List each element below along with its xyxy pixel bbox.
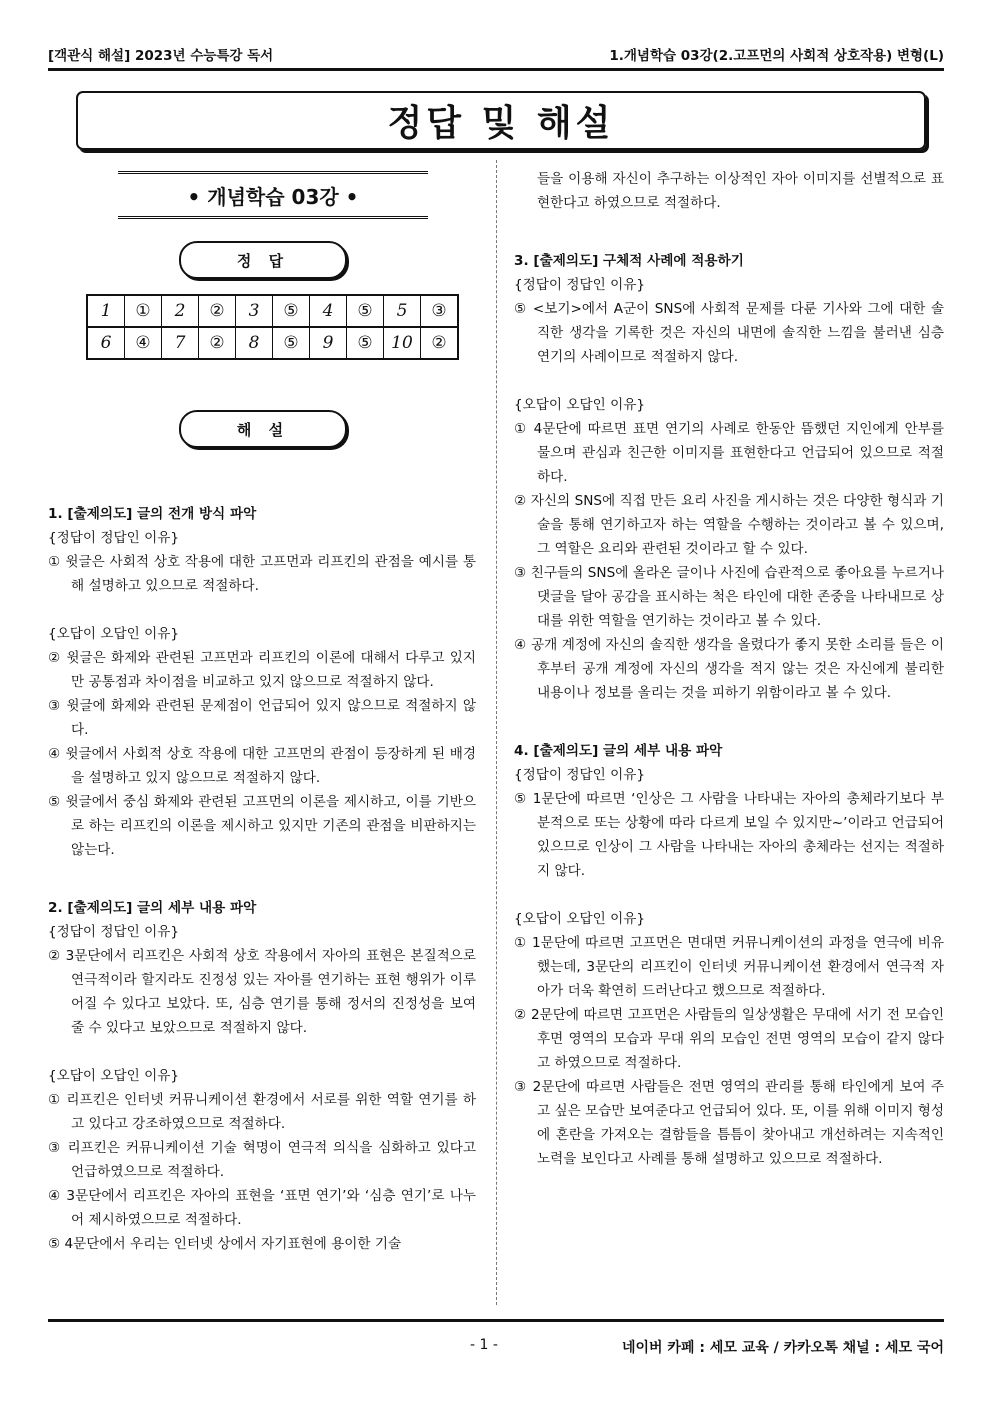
footer-rule [48, 1319, 944, 1322]
question-number: 3 [236, 295, 273, 327]
answer-value: ① [125, 295, 162, 327]
q3-title: 3. [출제의도] 구체적 사례에 적용하기 [514, 253, 744, 269]
q4-correct: ⑤ 1문단에 따르면 ‘인상은 그 사람을 나타내는 자아의 총체라기보다 부분적으로 또는 상황에 따라 다르게 보일 수 있지만~’이라고 언급되어 있으므로 인상이 그 사람을 나타내는 자아의 총체라는 선지는 적절하지 않다. [514, 791, 944, 879]
explain-label: 해 설 [179, 410, 347, 448]
answer-row-1 [87, 295, 458, 327]
header-left: [객관식 해설] 2023년 수능특강 독서 [48, 48, 274, 64]
q1-title: 1. [출제의도] 글의 전개 방식 파악 [48, 506, 257, 522]
question-number: 5 [384, 295, 421, 327]
header-right: 1.개념학습 03강(2.고프먼의 사회적 상호작용) 변형(L) [609, 48, 944, 64]
q4-wrong-item: ② 2문단에 따르면 고프먼은 사람들의 일상생활은 무대에 서기 전 모습인 후면 영역의 모습과 무대 위의 모습인 전면 영역의 모습이 같지 않다고 하였으므로 적절하다. [514, 1007, 944, 1071]
q3-wrong-item: ② 자신의 SNS에 직접 만든 요리 사진을 게시하는 것은 다양한 형식과 기술을 통해 연기하고자 하는 역할을 수행하는 것이라고 볼 수 있으며, 그 역할은 요리와 관련된 것이라고 할 수 있다. [514, 493, 944, 557]
lesson-heading: • 개념학습 03강 • [118, 171, 428, 219]
answer-value: ⑤ [347, 327, 384, 359]
answer-value: ⑤ [273, 295, 310, 327]
right-column [514, 167, 944, 1171]
answer-value: ② [199, 327, 236, 359]
answer-value: ③ [421, 295, 459, 327]
answer-label: 정 답 [179, 241, 347, 279]
q2-correct: ② 3문단에서 리프킨은 사회적 상호 작용에서 자아의 표현은 본질적으로 연극적이라 할지라도 진정성 있는 자아를 연기하는 표현 행위가 이루어질 수 있다고 보았다. 또, 심층 연기를 통해 정서의 진정성을 보여줄 수 있다고 보았으므로 적절하지 않다. [48, 948, 476, 1036]
column-divider [496, 160, 498, 1305]
page-header [48, 44, 944, 68]
answer-table [86, 294, 459, 360]
footer-credit: 네이버 카페 : 세모 교육 / 카카오톡 채널 : 세모 국어 [621, 1340, 944, 1356]
answer-value: ④ [125, 327, 162, 359]
question-number: 6 [87, 327, 125, 359]
answer-value: ② [199, 295, 236, 327]
q1-wrong-item: ② 윗글은 화제와 관련된 고프먼과 리프킨의 이론에 대해서 다루고 있지만 공통점과 차이점을 비교하고 있지 않으므로 적절하지 않다. [48, 650, 476, 690]
q4-wrong-item: ③ 2문단에 따르면 사람들은 전면 영역의 관리를 통해 타인에게 보여 주고 싶은 모습만 보여준다고 언급되어 있다. 또, 이를 위해 이미지 형성에 혼란을 가져오는 결함들을 틈틈이 찾아내고 개선하려는 지속적인 노력을 보인다고 사례를 통해 설명하고 있으므로 적절하다. [514, 1079, 944, 1167]
question-number: 10 [384, 327, 421, 359]
question-number: 9 [310, 327, 347, 359]
q4-wrong-label: {오답이 오답인 이유} [514, 911, 645, 927]
question-number: 2 [162, 295, 199, 327]
question-number: 1 [87, 295, 125, 327]
answer-value: ⑤ [347, 295, 384, 327]
q2-wrong-label: {오답이 오답인 이유} [48, 1068, 179, 1084]
page-number: - 1 - [470, 1337, 498, 1353]
q2-correct-label: {정답이 정답인 이유} [48, 924, 179, 940]
q1-wrong-item: ⑤ 윗글에서 중심 화제와 관련된 고프먼의 이론을 제시하고, 이를 기반으로 하는 리프킨의 이론을 제시하고 있지만 기존의 관점을 비판하지는 않는다. [48, 794, 476, 858]
q2-wrong-item: ③ 리프킨은 커뮤니케이션 기술 혁명이 연극적 의식을 심화하고 있다고 언급하였으므로 적절하다. [48, 1140, 476, 1180]
q1-wrong-item: ④ 윗글에서 사회적 상호 작용에 대한 고프먼의 관점이 등장하게 된 배경을 설명하고 있지 않으므로 적절하지 않다. [48, 746, 476, 786]
answer-value: ⑤ [273, 327, 310, 359]
q4-correct-label: {정답이 정답인 이유} [514, 767, 645, 783]
q3-correct: ⑤ <보기>에서 A군이 SNS에 사회적 문제를 다룬 기사와 그에 대한 솔직한 생각을 기록한 것은 자신의 내면에 솔직한 느낌을 불러낸 심층 연기의 사례이므로 적절하지 않다. [514, 301, 944, 365]
q1-wrong-item: ③ 윗글에 화제와 관련된 문제점이 언급되어 있지 않으므로 적절하지 않다. [48, 698, 476, 738]
q1-wrong-label: {오답이 오답인 이유} [48, 626, 179, 642]
page-title: 정답 및 해설 [76, 91, 926, 150]
q1-correct: ① 윗글은 사회적 상호 작용에 대한 고프먼과 리프킨의 관점을 예시를 통해 설명하고 있으므로 적절하다. [48, 554, 476, 594]
answer-value: ② [421, 327, 459, 359]
q3-wrong-item: ④ 공개 계정에 자신의 솔직한 생각을 올렸다가 좋지 못한 소리를 들은 이후부터 공개 계정에 자신의 생각을 적지 않는 것은 자신에게 불리한 내용이나 정보를 올리는 것을 피하기 위함이라고 볼 수 있다. [514, 637, 944, 701]
q4-wrong-item: ① 1문단에 따르면 고프먼은 면대면 커뮤니케이션의 과정을 연극에 비유했는데, 3문단의 리프킨이 인터넷 커뮤니케이션 환경에서 연극적 자아가 더욱 확연히 드러난다고 했으므로 적절하다. [514, 935, 944, 999]
q2-wrong-item: ⑤ 4문단에서 우리는 인터넷 상에서 자기표현에 용이한 기술 [48, 1236, 402, 1252]
q3-correct-label: {정답이 정답인 이유} [514, 277, 645, 293]
q1-correct-label: {정답이 정답인 이유} [48, 530, 179, 546]
answer-row-2 [87, 327, 458, 359]
q3-wrong-item: ③ 친구들의 SNS에 올라온 글이나 사진에 습관적으로 좋아요를 누르거나 댓글을 달아 공감을 표시하는 척은 타인에 대한 존중을 나타내므로 상대를 위한 역할을 연기하는 것이라고 볼 수 있다. [514, 565, 944, 629]
question-number: 8 [236, 327, 273, 359]
question-number: 4 [310, 295, 347, 327]
q2-wrong-continued: 들을 이용해 자신이 추구하는 이상적인 자아 이미지를 선별적으로 표현한다고 하였으므로 적절하다. [537, 171, 944, 211]
q3-wrong-item: ① 4문단에 따르면 표면 연기의 사례로 한동안 뜸했던 지인에게 안부를 물으며 관심과 친근한 이미지를 표현한다고 언급되어 있으므로 적절하다. [514, 421, 944, 485]
left-column [48, 502, 476, 1256]
header-rule [48, 68, 944, 71]
q4-title: 4. [출제의도] 글의 세부 내용 파악 [514, 743, 723, 759]
q2-title: 2. [출제의도] 글의 세부 내용 파악 [48, 900, 257, 916]
question-number: 7 [162, 327, 199, 359]
q2-wrong-item: ④ 3문단에서 리프킨은 자아의 표현을 ‘표면 연기’와 ‘심층 연기’로 나누어 제시하였으므로 적절하다. [48, 1188, 476, 1228]
q3-wrong-label: {오답이 오답인 이유} [514, 397, 645, 413]
q2-wrong-item: ① 리프킨은 인터넷 커뮤니케이션 환경에서 서로를 위한 역할 연기를 하고 있다고 강조하였으므로 적절하다. [48, 1092, 476, 1132]
